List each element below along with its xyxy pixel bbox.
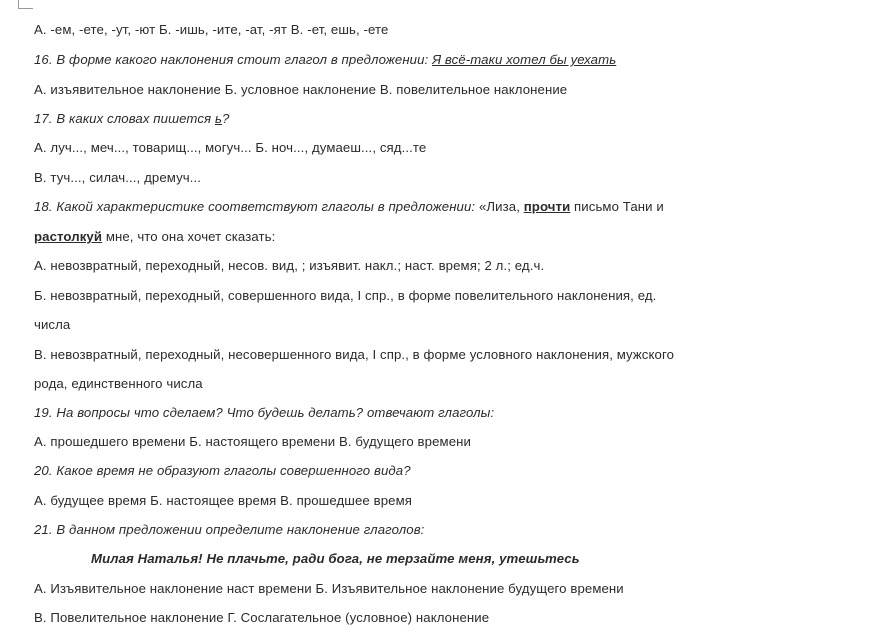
question-18-continued: [34, 228, 275, 246]
question-17-text: 17. В каких словах пишется: [34, 111, 215, 126]
answer-21-b: В. Повелительное наклонение Г. Сослагательное (условное) наклонение: [34, 610, 490, 625]
answer-18-c-continued: рода, единственного числа: [34, 376, 203, 391]
answer-line-endings: А. -ем, -ете, -ут, -ют Б. -ишь, -ите, -ат, -ят В. -ет, ешь, -ете: [34, 22, 389, 37]
question-18-sentence-part1: «Лиза,: [478, 199, 524, 214]
answer-20: А. будущее время Б. настоящее время В. прошедшее время: [34, 493, 412, 508]
page-corner-mark: [18, 0, 33, 9]
answer-16: А. изъявительное наклонение Б. условное наклонение В. повелительное наклонение: [34, 82, 568, 97]
question-21: 21. В данном предложении определите наклонение глаголов:: [34, 522, 425, 537]
question-17-mark: ?: [222, 111, 230, 126]
question-16-text: 16. В форме какого наклонения стоит глагол в предложении:: [34, 52, 433, 67]
question-16-sentence: Я всё-таки хотел бы уехать: [432, 52, 617, 67]
answer-19: А. прошедшего времени Б. настоящего времени В. будущего времени: [34, 434, 471, 449]
answer-18-b-continued: числа: [34, 317, 71, 332]
question-18-sentence-part3: мне, что она хочет сказать:: [102, 229, 276, 244]
question-18: [34, 198, 664, 216]
question-21-phrase: Милая Наталья! Не плачьте, ради бога, не терзайте меня, утешьтесь: [91, 551, 580, 566]
question-18-verb-rastolkuy: растолкуй: [34, 229, 103, 244]
question-17-letter: ь: [214, 111, 222, 126]
question-16: [34, 51, 616, 69]
question-20: 20. Какое время не образуют глаголы совершенного вида?: [34, 463, 411, 478]
answer-18-c: В. невозвратный, переходный, несовершенного вида, I спр., в форме условного наклонения, мужского: [34, 347, 675, 362]
answer-18-b: Б. невозвратный, переходный, совершенного вида, I спр., в форме повелительного наклонения, ед.: [34, 288, 657, 303]
question-18-sentence-part2: письмо Тани и: [570, 199, 664, 214]
question-18-text: 18. Какой характеристике соответствуют глаголы в предложении:: [34, 199, 479, 214]
answer-21-a: А. Изъявительное наклонение наст времени Б. Изъявительное наклонение будущего времени: [34, 581, 624, 596]
question-17: [34, 110, 229, 128]
answer-17-b: В. туч..., силач..., дремуч...: [34, 170, 202, 185]
question-18-verb-prochti: прочти: [523, 199, 571, 214]
answer-17-a: А. луч..., меч..., товарищ..., могуч... Б. ноч..., думаеш..., сяд...те: [34, 140, 427, 155]
answer-18-a: А. невозвратный, переходный, несов. вид, ; изъявит. накл.; наст. время; 2 л.; ед.ч.: [34, 258, 545, 273]
question-19: 19. На вопросы что сделаем? Что будешь делать? отвечают глаголы:: [34, 405, 495, 420]
